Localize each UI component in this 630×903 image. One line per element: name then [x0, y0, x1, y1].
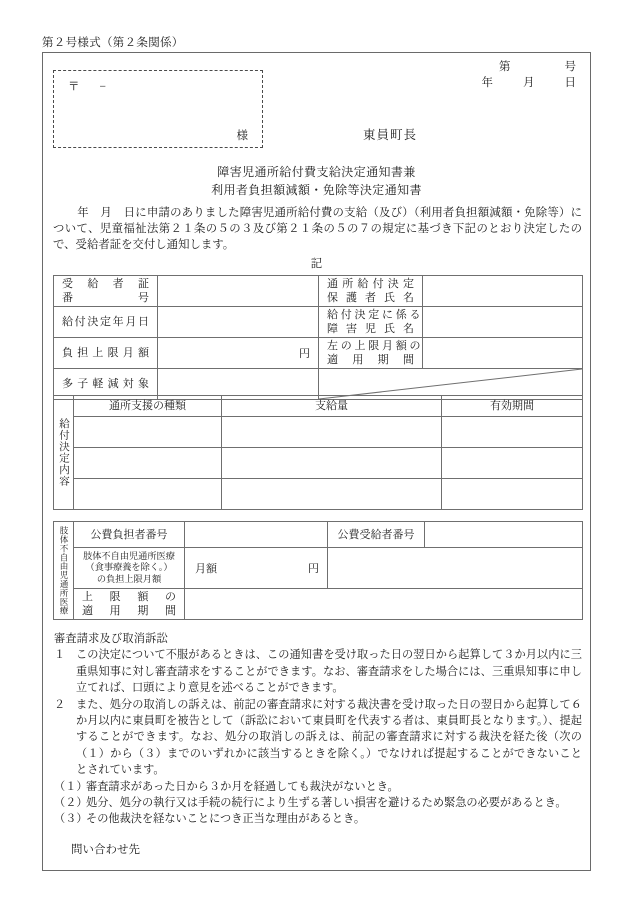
- appeal-notice-heading: 審査請求及び取消訴訟: [54, 633, 168, 645]
- appeal-item: [54, 779, 582, 795]
- field-medical-burden-cap[interactable]: [185, 548, 328, 589]
- body-paragraph-text: 年 月 日に申請のありました障害児通所給付費の支給（及び）（利用者負担額減額・免除等）について、児童福祉法第２１条の５の３及び第２１条の５の７の規定に基づき下記のとおり決定したので、受給者証を交付し通知します。: [53, 207, 582, 252]
- label-recipient-cert-number: [54, 276, 158, 307]
- label-monthly-burden-cap: [54, 338, 158, 369]
- table-row: [54, 479, 583, 510]
- recipient-honorific: 様: [236, 130, 248, 142]
- date-day: 日: [564, 77, 576, 89]
- cell-support-type-3[interactable]: [74, 479, 222, 510]
- appeal-item-text: また、処分の取消しの訴えは、前記の審査請求に対する裁決書を受け取った日の翌日から起算して６か月以内に東員町を被告として（訴訟において東員町を代表する者は、東員町長となります。）、提起することができます。なお、処分の取消しの訴えは、前記の審査請求に対する裁決を経た後（次の（１）から（３）までのいずれかに該当するときを除く。）でなければ提起することができないこととされています。: [76, 698, 582, 777]
- field-decision-date[interactable]: [158, 307, 319, 338]
- cell-supply-amount-2[interactable]: [222, 448, 442, 479]
- postal-mark-icon: 〒: [68, 81, 80, 93]
- table-row: [54, 548, 583, 589]
- appeal-item-number: （１）: [54, 780, 88, 793]
- label-guardian-name-line1: 通 所 給 付 決 定: [327, 278, 414, 290]
- label-cap-period-line1: 上 限 額 の: [82, 591, 176, 603]
- table-row: [54, 589, 583, 620]
- label-medical-burden-cap-line3: の負担上限月額: [96, 573, 162, 584]
- document-number-line: [482, 59, 577, 75]
- postal-code-line: [68, 78, 126, 94]
- appeal-item: [54, 795, 582, 811]
- document-title-line2: 利用者負担額減額・免除等決定通知書: [211, 183, 422, 197]
- appeal-item-number: １: [54, 649, 66, 662]
- cell-valid-period-3[interactable]: [442, 479, 583, 510]
- recipient-address-box[interactable]: [53, 70, 263, 148]
- column-header-supply-amount: 支給量: [222, 396, 442, 417]
- field-medical-burden-cap-extra[interactable]: [328, 548, 583, 589]
- issuer-name: 東員町長: [363, 128, 418, 142]
- document-title-line1: 障害児通所給付費支給決定通知書兼: [217, 165, 416, 179]
- appeal-notice-section: [54, 631, 582, 828]
- cell-supply-amount-3[interactable]: [222, 479, 442, 510]
- label-guardian-name: [319, 276, 423, 307]
- label-monthly-burden-cap-text: 負担上限月額: [62, 347, 149, 359]
- field-monthly-burden-cap[interactable]: [158, 338, 319, 369]
- label-decision-date: [54, 307, 158, 338]
- doc-no-prefix: 第: [499, 61, 511, 73]
- field-cap-application-period[interactable]: [423, 338, 583, 369]
- document-frame: [42, 52, 591, 871]
- cell-support-type-2[interactable]: [74, 448, 222, 479]
- document-date-line: [482, 75, 577, 91]
- label-disabled-child-name-line2: 障 害 児 氏 名: [327, 323, 414, 335]
- label-medical-burden-cap: [74, 548, 185, 589]
- appeal-item-number: （２）: [54, 797, 88, 810]
- appeal-item-number: （３）: [54, 813, 88, 826]
- yen-unit: 円: [299, 348, 310, 360]
- field-disabled-child-name[interactable]: [423, 307, 583, 338]
- postal-dash: −: [99, 81, 107, 93]
- form-number: 第２号様式（第２条関係）: [42, 37, 184, 49]
- label-physical-disability-medical: [54, 522, 74, 620]
- label-public-recipient-number: 公費受給者番号: [328, 522, 425, 548]
- label-recipient-cert-number-line1: 受 給 者 証: [62, 278, 149, 290]
- benefit-decision-detail-table: [53, 395, 583, 510]
- label-guardian-name-line2: 保 護 者 氏 名: [327, 292, 414, 304]
- recipient-info-table: [53, 275, 583, 400]
- appeal-item: [54, 811, 582, 827]
- document-number-block: [482, 59, 577, 91]
- column-header-support-type: 通所支援の種類: [74, 396, 222, 417]
- label-decision-date-text: 給付決定年月日: [62, 316, 149, 328]
- appeal-item-text: 処分、処分の執行又は手続の続行により生ずる著しい損害を避けるため緊急の必要があるとき。: [86, 797, 567, 810]
- field-cap-period[interactable]: [185, 589, 583, 620]
- label-cap-period: [74, 589, 185, 620]
- table-header-row: [54, 396, 583, 417]
- label-benefit-decision-detail: [54, 396, 74, 510]
- label-recipient-cert-number-line2: 番 号: [62, 292, 149, 304]
- label-cap-application-period: [319, 338, 423, 369]
- field-recipient-cert-number[interactable]: [158, 276, 319, 307]
- label-physical-disability-medical-text: 肢体不自由児通所医療: [59, 526, 69, 615]
- cell-supply-amount-1[interactable]: [222, 417, 442, 448]
- physical-disability-medical-table: [53, 521, 583, 620]
- label-cap-application-period-line1: 左 の 上 限 月 額 の: [327, 340, 421, 352]
- label-cap-application-period-line2: 適 用 期 間: [327, 354, 414, 366]
- field-public-payer-number[interactable]: [185, 522, 328, 548]
- cell-valid-period-1[interactable]: [442, 417, 583, 448]
- monthly-amount-unit: 円: [308, 563, 319, 575]
- ki-mark: 記: [310, 258, 323, 270]
- table-row: [54, 338, 583, 369]
- appeal-item: [54, 697, 582, 779]
- label-multichild-reduction-text: 多子軽減対象: [62, 378, 149, 390]
- label-disabled-child-name-line1: 給 付 決 定 に 係 る: [327, 309, 421, 321]
- label-cap-period-line2: 適 用 期 間: [82, 605, 176, 617]
- date-year: 年: [481, 77, 493, 89]
- contact-label: 問い合わせ先: [71, 844, 140, 856]
- table-row: [54, 307, 583, 338]
- label-public-payer-number: 公費負担者番号: [74, 522, 185, 548]
- table-row: [54, 448, 583, 479]
- appeal-item-text: その他裁決を経ないことにつき正当な理由があるとき。: [86, 813, 366, 826]
- column-header-valid-period: 有効期間: [442, 396, 583, 417]
- appeal-item-text: この決定について不服があるときは、この通知書を受け取った日の翌日から起算して３か月以内に三重県知事に対し審査請求をすることができます。なお、審査請求をした場合には、三重県知事に申し立てれば、口頭により意見を述べることができます。: [76, 649, 582, 695]
- label-benefit-decision-detail-text: 給付決定内容: [58, 418, 69, 487]
- cell-support-type-1[interactable]: [74, 417, 222, 448]
- appeal-item-text: 審査請求があった日から３か月を経過しても裁決がないとき。: [86, 780, 399, 793]
- label-medical-burden-cap-line2: （食事療養を除く。）: [85, 562, 173, 573]
- monthly-amount-prefix: 月額: [195, 563, 217, 575]
- field-public-recipient-number[interactable]: [425, 522, 583, 548]
- body-paragraph: [53, 205, 582, 254]
- doc-no-suffix: 号: [564, 61, 576, 73]
- date-month: 月: [523, 77, 535, 89]
- table-row: [54, 522, 583, 548]
- label-medical-burden-cap-line1: 肢体不自由児通所医療: [83, 550, 175, 561]
- appeal-item: [54, 647, 582, 696]
- document-title: [43, 163, 590, 199]
- field-guardian-name[interactable]: [423, 276, 583, 307]
- table-row: [54, 417, 583, 448]
- table-row: [54, 276, 583, 307]
- appeal-item-number: ２: [54, 698, 66, 711]
- label-disabled-child-name: [319, 307, 423, 338]
- cell-valid-period-2[interactable]: [442, 448, 583, 479]
